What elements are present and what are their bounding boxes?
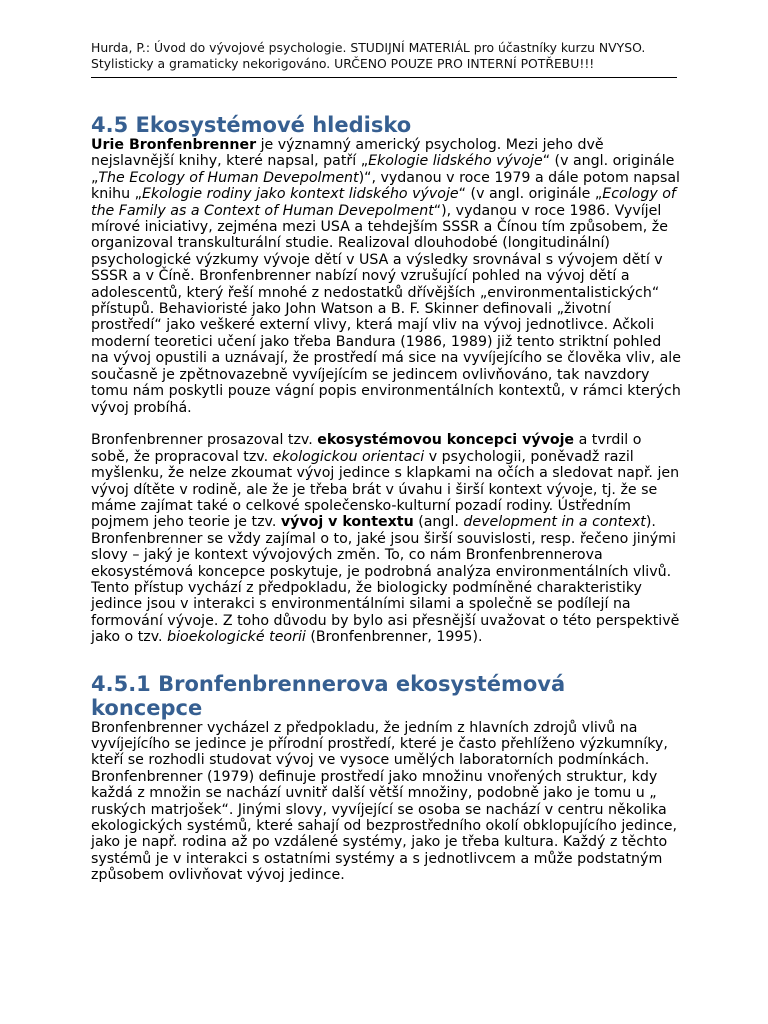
text-run: (angl. (413, 514, 464, 531)
text-run: a tvrdil o sobě, že propracoval tzv. (91, 432, 642, 465)
text-run: Bronfenbrenner prosazoval tzv. (91, 432, 318, 449)
page-header (91, 40, 681, 72)
text-run: v psychologii, poněvadž razil myšlenku, že nelze zkoumat vývoj jedince s klapkami na očích a sledovat např. jen vývoj dítěte v rodině, ale že je třeba brát v úvahu i širší kontext vývoje, tj. že se máme zajímat také o celkové společensko-kulturní pozadí rodiny. Ústředním pojmem jeho teorie je tzv. (91, 448, 680, 531)
section-heading-4-5-1: 4.5.1 Bronfenbrennerova ekosystémová koncepce (91, 671, 566, 720)
document-body (91, 113, 681, 884)
text-run: “ (v angl. originále „ (91, 153, 675, 186)
header-line-2: Stylisticky a gramaticky nekorigováno. URČENO POUZE PRO INTERNÍ POTŘEBU!!! (91, 56, 595, 71)
paragraph-1 (91, 137, 681, 416)
book-title-1: Ekologie lidského vývoje (368, 153, 543, 170)
text-run: (Bronfenbrenner, 1995). (305, 629, 483, 646)
header-divider (91, 77, 677, 78)
text-run: ). Bronfenbrenner se vždy zajímal o to, jaké jsou širší souvislosti, resp. řečeno jinými slovy – jaký je kontext vývojových změn. To, co nám Bronfenbrennerova ekosystémová koncepce poskytuje, je podrobná analýza environmentálních vlivů. Tento přístup vychází z předpokladu, že biologicky podmíněné charakteristiky jedince jsou v interakci s environmentálními silami a společně se podílejí na formování vývoje. Z toho důvodu by bylo asi přesnější uvažovat o této perspektivě jako o tzv. (91, 514, 680, 646)
paragraph-3: Bronfenbrenner vycházel z předpokladu, že jedním z hlavních zdrojů vlivů na vyvíjejícího se jedince je přírodní prostředí, které je často přehlíženo výzkumníky, kteří se rozhodli studovat vývoj ve vysoce umělých laboratorních podmínkách. Bronfenbrenner (1979) definuje prostředí jako množinu vnořených struktur, kdy každá z množin se nachází uvnitř další větší množiny, podobně jako je tomu u „ ruských matrjošek“. Jinými slovy, vyvíjející se osoba se nachází v centru několika ekologických systémů, které sahají od bezprostředního okolí obklopujícího jedince, jako je např. rodina až po vzdálené systémy, jako je třeba kultura. Každý z těchto systémů je v interakci s ostatními systémy a s jednotlivcem a může podstatným způsobem ovlivňovat vývoj jedince. (91, 719, 677, 884)
key-term-context: vývoj v kontextu (280, 514, 414, 531)
term-ecological-orientation: ekologickou orientaci (272, 448, 425, 465)
text-run: je významný americký psycholog. Mezi jeho dvě nejslavnější knihy, které napsal, patří „ (91, 137, 604, 170)
header-line-1: Hurda, P.: Úvod do vývojové psychologie. STUDIJNÍ MATERIÁL pro účastníky kurzu NVYSO. (91, 40, 646, 55)
section-heading-4-5: 4.5 Ekosystémové hledisko (91, 113, 412, 137)
key-term-ecosystem: ekosystémovou koncepci vývoje (317, 432, 575, 449)
book-title-2: Ekologie rodiny jako kontext lidského vývoje (142, 186, 459, 203)
term-bioecological: bioekologické teorii (167, 629, 306, 646)
term-english: development in a context (463, 514, 646, 531)
paragraph-2 (91, 432, 681, 645)
text-run: )“, vydanou v roce 1979 a dále potom napsal knihu „ (91, 169, 681, 203)
text-run: “ (v angl. originále „ (458, 186, 603, 203)
book-title-2-en: Ecology of the Family as a Context of Human Devepolment (91, 186, 676, 219)
book-title-1-en: The Ecology of Human Devepolment (98, 169, 359, 186)
author-name: Urie Bronfenbrenner (91, 137, 257, 153)
text-run: “), vydanou v roce 1986. Vyvíjel mírové iniciativy, zejména mezi USA a tehdejším SSSR a Čínou tím způsobem, že organizoval transkulturální studie. Realizoval dlouhodobé (longitudinální) psychologické výzkumy vývoje dětí v USA a výsledky srovnával s vývojem dětí v SSSR a v Číně. Bronfenbrenner nabízí nový vzrušující pohled na vývoj dětí a adolescentů, který řeší mnohé z nedostatků dřívějších „environmentalistických“ přístupů. Behavioristé jako John Watson a B. F. Skinner definovali „životní prostředí“ jako veškeré externí vlivy, která mají vliv na vývoj jednotlivce. Ačkoli moderní teoretici učení jako třeba Bandura (1986, 1989) již tento striktní pohled na vývoj opustili a uznávají, že prostředí má sice na vyvíjejícího se člověka vliv, ale současně je zpětnovazebně vyvíjejícím se jedincem ovlivňováno, tak navzdory tomu nám poskytli pouze vágní popis environmentálních kontextů, v rámci kterých vývoj probíhá. (91, 202, 681, 416)
